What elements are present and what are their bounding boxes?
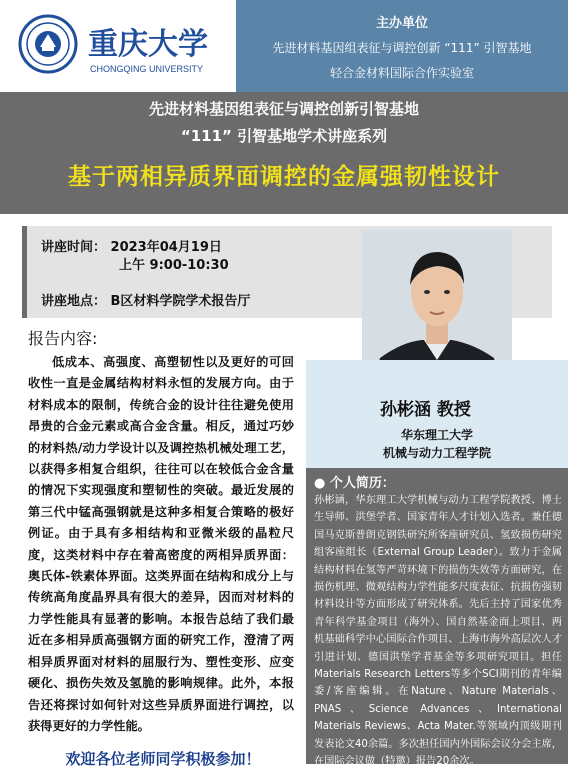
series-line-2: “111” 引智基地学术讲座系列 <box>180 127 388 145</box>
organizer-line-1: 先进材料基因组表征与调控创新 “111” 引智基地 <box>272 41 532 55</box>
welcome-message: 欢迎各位老师同学积极参加！ <box>65 750 261 768</box>
lecture-time: 上午 9:00-10:30 <box>119 258 229 273</box>
bio-panel <box>306 468 568 768</box>
content-abstract: 低成本、高强度、高塑韧性以及更好的可回收性一直是金属结构材料永恒的发展方向。由于材料成本的限制，传统合金的设计往往避免使用昂贵的合金元素或高合金含量。相反，通过巧妙的材料热/动力学设计以及调控热机械处理工艺，以获得多相复合组织，往往可以在较低合金含量的情况下实现强度和塑韧性的突破。最近发展的第三代中锰高强钢就是这种多相复合策略的极好例证。由于具有多相结构和亚微米级的晶粒尺度，这类材料中存在着高密度的两相异质界面：奥氏体-铁素体界面。这类界面在结构和成分上与传统高角度晶界具有很大的差异，因而对材料的力学性能具有显著的影响。本报告总结了我们最近在多相异质高强钢方面的研究工作，澄清了两相异质界面对材料的屈服行为、塑性变形、应变硬化、损伤失效及氢脆的影响规律。此外，本报告还将探讨如何针对这些异质界面进行调控，以获得更好的力学性能。 <box>28 355 294 733</box>
bio-heading: ● 个人简历： <box>314 476 395 491</box>
university-logo <box>18 14 230 78</box>
university-name-cn: 重庆大学 <box>88 27 208 62</box>
speaker-name: 孙彬涵 教授 <box>380 400 471 420</box>
lecture-title: 基于两相异质界面调控的金属强韧性设计 <box>68 163 500 190</box>
series-line-1: 先进材料基因组表征与调控创新引智基地 <box>148 100 419 118</box>
university-seal-icon <box>18 14 230 78</box>
organizer-box <box>236 0 568 92</box>
organizer-line-2: 轻合金材料国际合作实验室 <box>329 66 474 80</box>
university-name-en: CHONGQING UNIVERSITY <box>90 64 204 74</box>
speaker-university: 华东理工大学 <box>400 428 473 442</box>
title-banner <box>0 92 568 214</box>
header <box>0 0 568 92</box>
bio-text: 孙彬涵，华东理工大学机械与动力工程学院教授、博士生导师、洪堡学者、国家青年人才计划入选者。兼任德国马克斯普朗克钢铁研究所客座研究员、氢致损伤研究组客座组长（External Group Leader）。致力于金属结构材料在氢等严苛环境下的损伤失效等方面研究，在损伤机理、微观结构力学性能多尺度表征、抗损伤强韧材料设计等方面形成了研究体系。先后主持了国家优秀青年科学基金项目（海外）、国自然基金面上项目、两机基础科学中心国际合作项目、上海市海外高层次人才引进计划、德国洪堡学者基金等多项研究项目。担任Materials Research Letters等多个SCI期刊的青年编委/客座编辑。在Nature、Nature Materials、PNAS、Science Advances、International Materials Reviews、Acta Mater.等领域内顶级期刊发表论文40余篇。多次担任国内外国际会议分会主席，在国际会议做（特邀）报告20余次。 <box>314 495 562 768</box>
lecture-date: 讲座时间： 2023年04月19日 <box>41 240 222 255</box>
speaker-school: 机械与动力工程学院 <box>382 446 491 460</box>
lecture-place: 讲座地点： B区材料学院学术报告厅 <box>41 294 251 309</box>
organizer-title: 主办单位 <box>375 16 428 31</box>
content-heading: 报告内容: <box>28 329 98 348</box>
